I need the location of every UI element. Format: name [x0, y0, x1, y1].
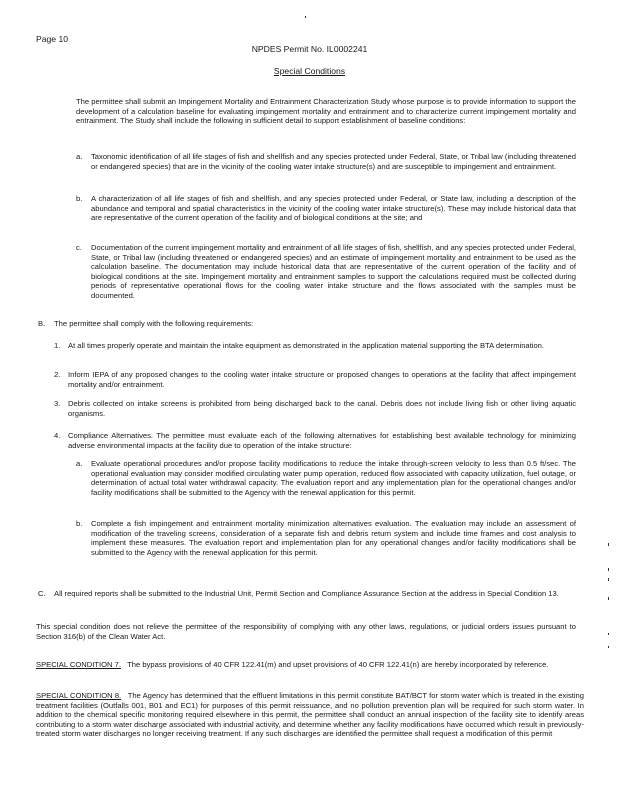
- special-condition-7-text: The bypass provisions of 40 CFR 122.41(m) and upset provisions of 40 CFR 122.41(n) are hereby incorporated by reference.: [127, 660, 549, 669]
- section-title: Special Conditions: [273, 66, 346, 76]
- requirement-text: At all times properly operate and maintain the intake equipment as demonstrated in the application material supporting the BTA determination.: [68, 341, 545, 350]
- special-condition-8: [36, 691, 584, 739]
- study-item-text: A characterization of all life stages of fish and shellfish, and any species protected under Federal, or State law, including a description of the abundance and temporal and spatial characteristics in the vicinity of the cooling water intake structure(s). These may include historical data that are representative of the current operation of the facility and of biological conditions at the site; and: [91, 194, 576, 223]
- scan-speck: [608, 597, 609, 600]
- requirement-label: 1.: [54, 341, 61, 350]
- scan-speck: [608, 543, 609, 546]
- study-item-text: Taxonomic identification of all life stages of fish and shellfish and any species protected under Federal, State, or Tribal law (including threatened or endangered species) that are in the vicinity of the cooling water intake structure(s) and are susceptible to impingement and entrainment.: [91, 152, 576, 171]
- requirement-label: 2.: [54, 370, 61, 379]
- alternative-label: b.: [76, 519, 83, 528]
- study-item-text: Documentation of the current impingement mortality and entrainment of all life stages of fish, shellfish, and any species protected under Federal, State, or Tribal law (including threatened or endangered species) and an estimate of impingement mortality and entrainment to be used as the calculation baseline. The documentation may include historical data that are representative of the current operation of the facility and of biological conditions at the site. Impingement mortality and entrainment samples to support the calculations required must be collected during periods of representative operational flows for the cooling water intake structure and the flows associated with the samples must be documented.: [91, 243, 576, 300]
- scan-speck: [608, 578, 609, 581]
- alternative-label: a.: [76, 459, 83, 468]
- requirement-label: 3.: [54, 399, 61, 408]
- compliance-note: This special condition does not relieve the permittee of the responsibility of complying with any other laws, regulations, or judicial orders issues pursuant to Section 316(b) of the Clean Water Act.: [36, 622, 576, 641]
- alternative-text: Complete a fish impingement and entrainment mortality minimization alternatives evaluation. The evaluation may include an assessment of modification of the traveling screens, consideration of a separate fish and debris return system and include time frames and cost analysis to implement these measures. The evaluation report and implementation plan for any operational changes and/or facility modifications shall be submitted to the Agency with the renewal application for this permit.: [91, 519, 576, 557]
- permit-number: NPDES Permit No. IL0002241: [251, 44, 368, 54]
- section-c-text: All required reports shall be submitted to the Industrial Unit, Permit Section and Compliance Assurance Section at the address in Special Condition 13.: [54, 589, 559, 598]
- requirement-text: Compliance Alternatives. The permittee must evaluate each of the following alternatives for establishing best available technology for minimizing adverse environmental impacts at the facility due to operation of the intake structure:: [68, 431, 576, 450]
- special-condition-7-heading: SPECIAL CONDITION 7.: [36, 660, 121, 669]
- special-condition-8-text: The Agency has determined that the effluent limitations in this permit constitute BAT/BCT for storm water which is treated in the existing treatment facilities (Outfalls 001, B01 and EC1) for purposes of this permit reissuance, and no pollution prevention plan will be required for such storm water. In addition to the chemical specific monitoring required elsewhere in this permit, the permittee shall conduct an annual inspection of the facility site to identify areas contributing to a storm water discharge associated with industrial activity, and determine whether any facility modifications have occurred which result in previously-treated storm water discharges no longer receiving treatment. If any such discharges are identified the permittee shall request a modification of this permit: [36, 691, 584, 739]
- study-item-label: c.: [76, 243, 82, 252]
- special-condition-7: [36, 660, 576, 670]
- section-c-label: C.: [38, 589, 46, 598]
- page-label: Page 10: [36, 34, 69, 44]
- scan-speck: [305, 16, 306, 18]
- requirement-text: Debris collected on intake screens is prohibited from being discharged back to the canal. Debris does not include living fish or other living aquatic organisms.: [68, 399, 576, 418]
- scan-speck: [608, 568, 609, 571]
- study-item-label: a.: [76, 152, 83, 161]
- alternative-text: Evaluate operational procedures and/or propose facility modifications to reduce the intake through-screen velocity to less than 0.5 ft/sec. The operational evaluation may consider modified circulating water pump operation, reduced flow associated with capacity utilization, fuel outage, or determination of actual total water withdrawal capacity. The evaluation report and any implementation plan for the operational changes and/or facility modifications shall be submitted to the Agency with the renewal application for this permit.: [91, 459, 576, 497]
- study-item-label: b.: [76, 194, 83, 203]
- section-b-label: B.: [38, 319, 46, 328]
- section-b-intro: The permittee shall comply with the following requirements:: [54, 319, 254, 328]
- requirement-text: Inform IEPA of any proposed changes to the cooling water intake structure or proposed changes to operations at the facility that affect impingement mortality and/or entrainment.: [68, 370, 576, 389]
- requirement-label: 4.: [54, 431, 61, 440]
- scan-speck: [608, 633, 609, 635]
- intro-paragraph: The permittee shall submit an Impingement Mortality and Entrainment Characterization Study whose purpose is to provide information to support the development of a calculation baseline for evaluating impingement mortality and entrainment and to characterize current impingement mortality and entrainment. The Study shall include the following in sufficient detail to support establishment of baseline conditions:: [76, 97, 576, 126]
- scan-speck: [608, 646, 609, 648]
- special-condition-8-heading: SPECIAL CONDITION 8.: [36, 691, 122, 700]
